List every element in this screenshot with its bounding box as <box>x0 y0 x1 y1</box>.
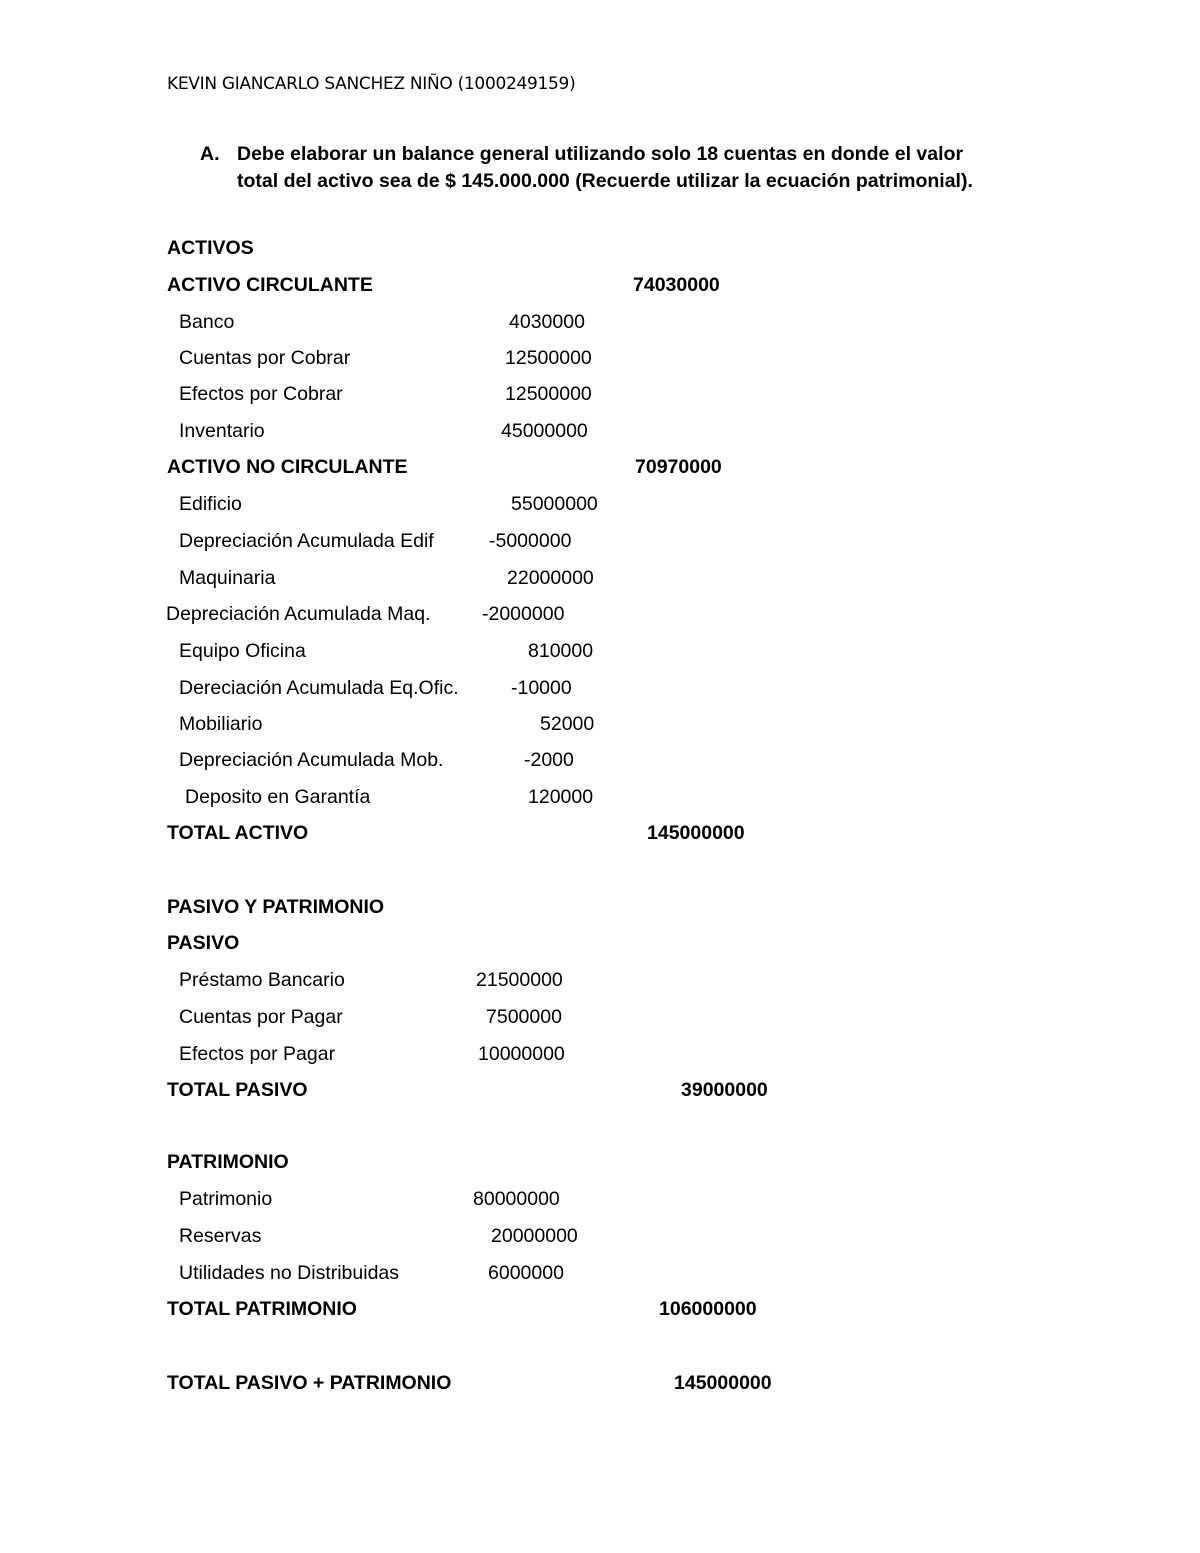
total-activo-value: 145000000 <box>647 822 745 844</box>
account-label: Inventario <box>179 420 265 442</box>
section-title-activos: ACTIVOS <box>167 237 254 259</box>
account-value: 12500000 <box>505 383 592 405</box>
grand-total-label: TOTAL PASIVO + PATRIMONIO <box>167 1372 452 1394</box>
total-patrimonio-label: TOTAL PATRIMONIO <box>167 1298 357 1320</box>
account-label: Cuentas por Cobrar <box>179 347 351 369</box>
account-value: -2000000 <box>482 603 565 625</box>
student-header: KEVIN GIANCARLO SANCHEZ NIÑO (1000249159) <box>167 74 576 94</box>
grand-total-value: 145000000 <box>674 1372 772 1394</box>
account-label: Préstamo Bancario <box>179 969 345 991</box>
total-pasivo-value: 39000000 <box>681 1079 768 1101</box>
account-value: 120000 <box>528 786 594 808</box>
account-label: Cuentas por Pagar <box>179 1006 343 1028</box>
question-text: Debe elaborar un balance general utilizando solo 18 cuentas en donde el valor total del activo sea de $ 145.000.000 (Recuerde utilizar la ecuación patrimonial). <box>237 143 973 192</box>
activo-circulante-total: 74030000 <box>633 274 720 296</box>
account-value: 6000000 <box>488 1262 564 1284</box>
question-letter: A. <box>200 143 220 165</box>
activo-circulante-label: ACTIVO CIRCULANTE <box>167 274 373 296</box>
account-label: Reservas <box>179 1225 262 1247</box>
account-value: 10000000 <box>478 1043 565 1065</box>
account-label: Efectos por Cobrar <box>179 383 343 405</box>
account-value: 20000000 <box>491 1225 578 1247</box>
activo-no-circulante-label: ACTIVO NO CIRCULANTE <box>167 456 408 478</box>
account-value: 52000 <box>540 713 595 735</box>
account-label: Efectos por Pagar <box>179 1043 336 1065</box>
account-value: 7500000 <box>486 1006 562 1028</box>
account-value: 21500000 <box>476 969 563 991</box>
account-value: 22000000 <box>507 567 594 589</box>
account-label: Edificio <box>179 493 242 515</box>
account-value: -2000 <box>524 749 574 771</box>
account-label: Patrimonio <box>179 1188 273 1210</box>
account-label: Equipo Oficina <box>179 640 306 662</box>
account-label: Utilidades no Distribuidas <box>179 1262 400 1284</box>
total-patrimonio-value: 106000000 <box>659 1298 757 1320</box>
account-value: 80000000 <box>473 1188 560 1210</box>
account-value: -10000 <box>511 677 572 699</box>
account-value: 12500000 <box>505 347 592 369</box>
total-pasivo-label: TOTAL PASIVO <box>167 1079 308 1101</box>
section-title-patrimonio: PATRIMONIO <box>167 1151 289 1173</box>
account-label: Dereciación Acumulada Eq.Ofic. <box>179 677 459 699</box>
account-label: Banco <box>179 311 235 333</box>
account-label: Depreciación Acumulada Edif <box>179 530 434 552</box>
account-value: 45000000 <box>501 420 588 442</box>
account-label: Depreciación Acumulada Maq. <box>166 603 431 625</box>
account-value: -5000000 <box>489 530 572 552</box>
account-value: 4030000 <box>509 311 585 333</box>
account-label: Maquinaria <box>179 567 276 589</box>
total-activo-label: TOTAL ACTIVO <box>167 822 309 844</box>
account-label: Depreciación Acumulada Mob. <box>179 749 444 771</box>
section-title-pasivo-patrimonio: PASIVO Y PATRIMONIO <box>167 896 385 918</box>
section-title-pasivo: PASIVO <box>167 932 240 954</box>
activo-no-circulante-total: 70970000 <box>635 456 722 478</box>
account-value: 810000 <box>528 640 594 662</box>
account-label: Deposito en Garantía <box>185 786 371 808</box>
account-value: 55000000 <box>511 493 598 515</box>
account-label: Mobiliario <box>179 713 263 735</box>
